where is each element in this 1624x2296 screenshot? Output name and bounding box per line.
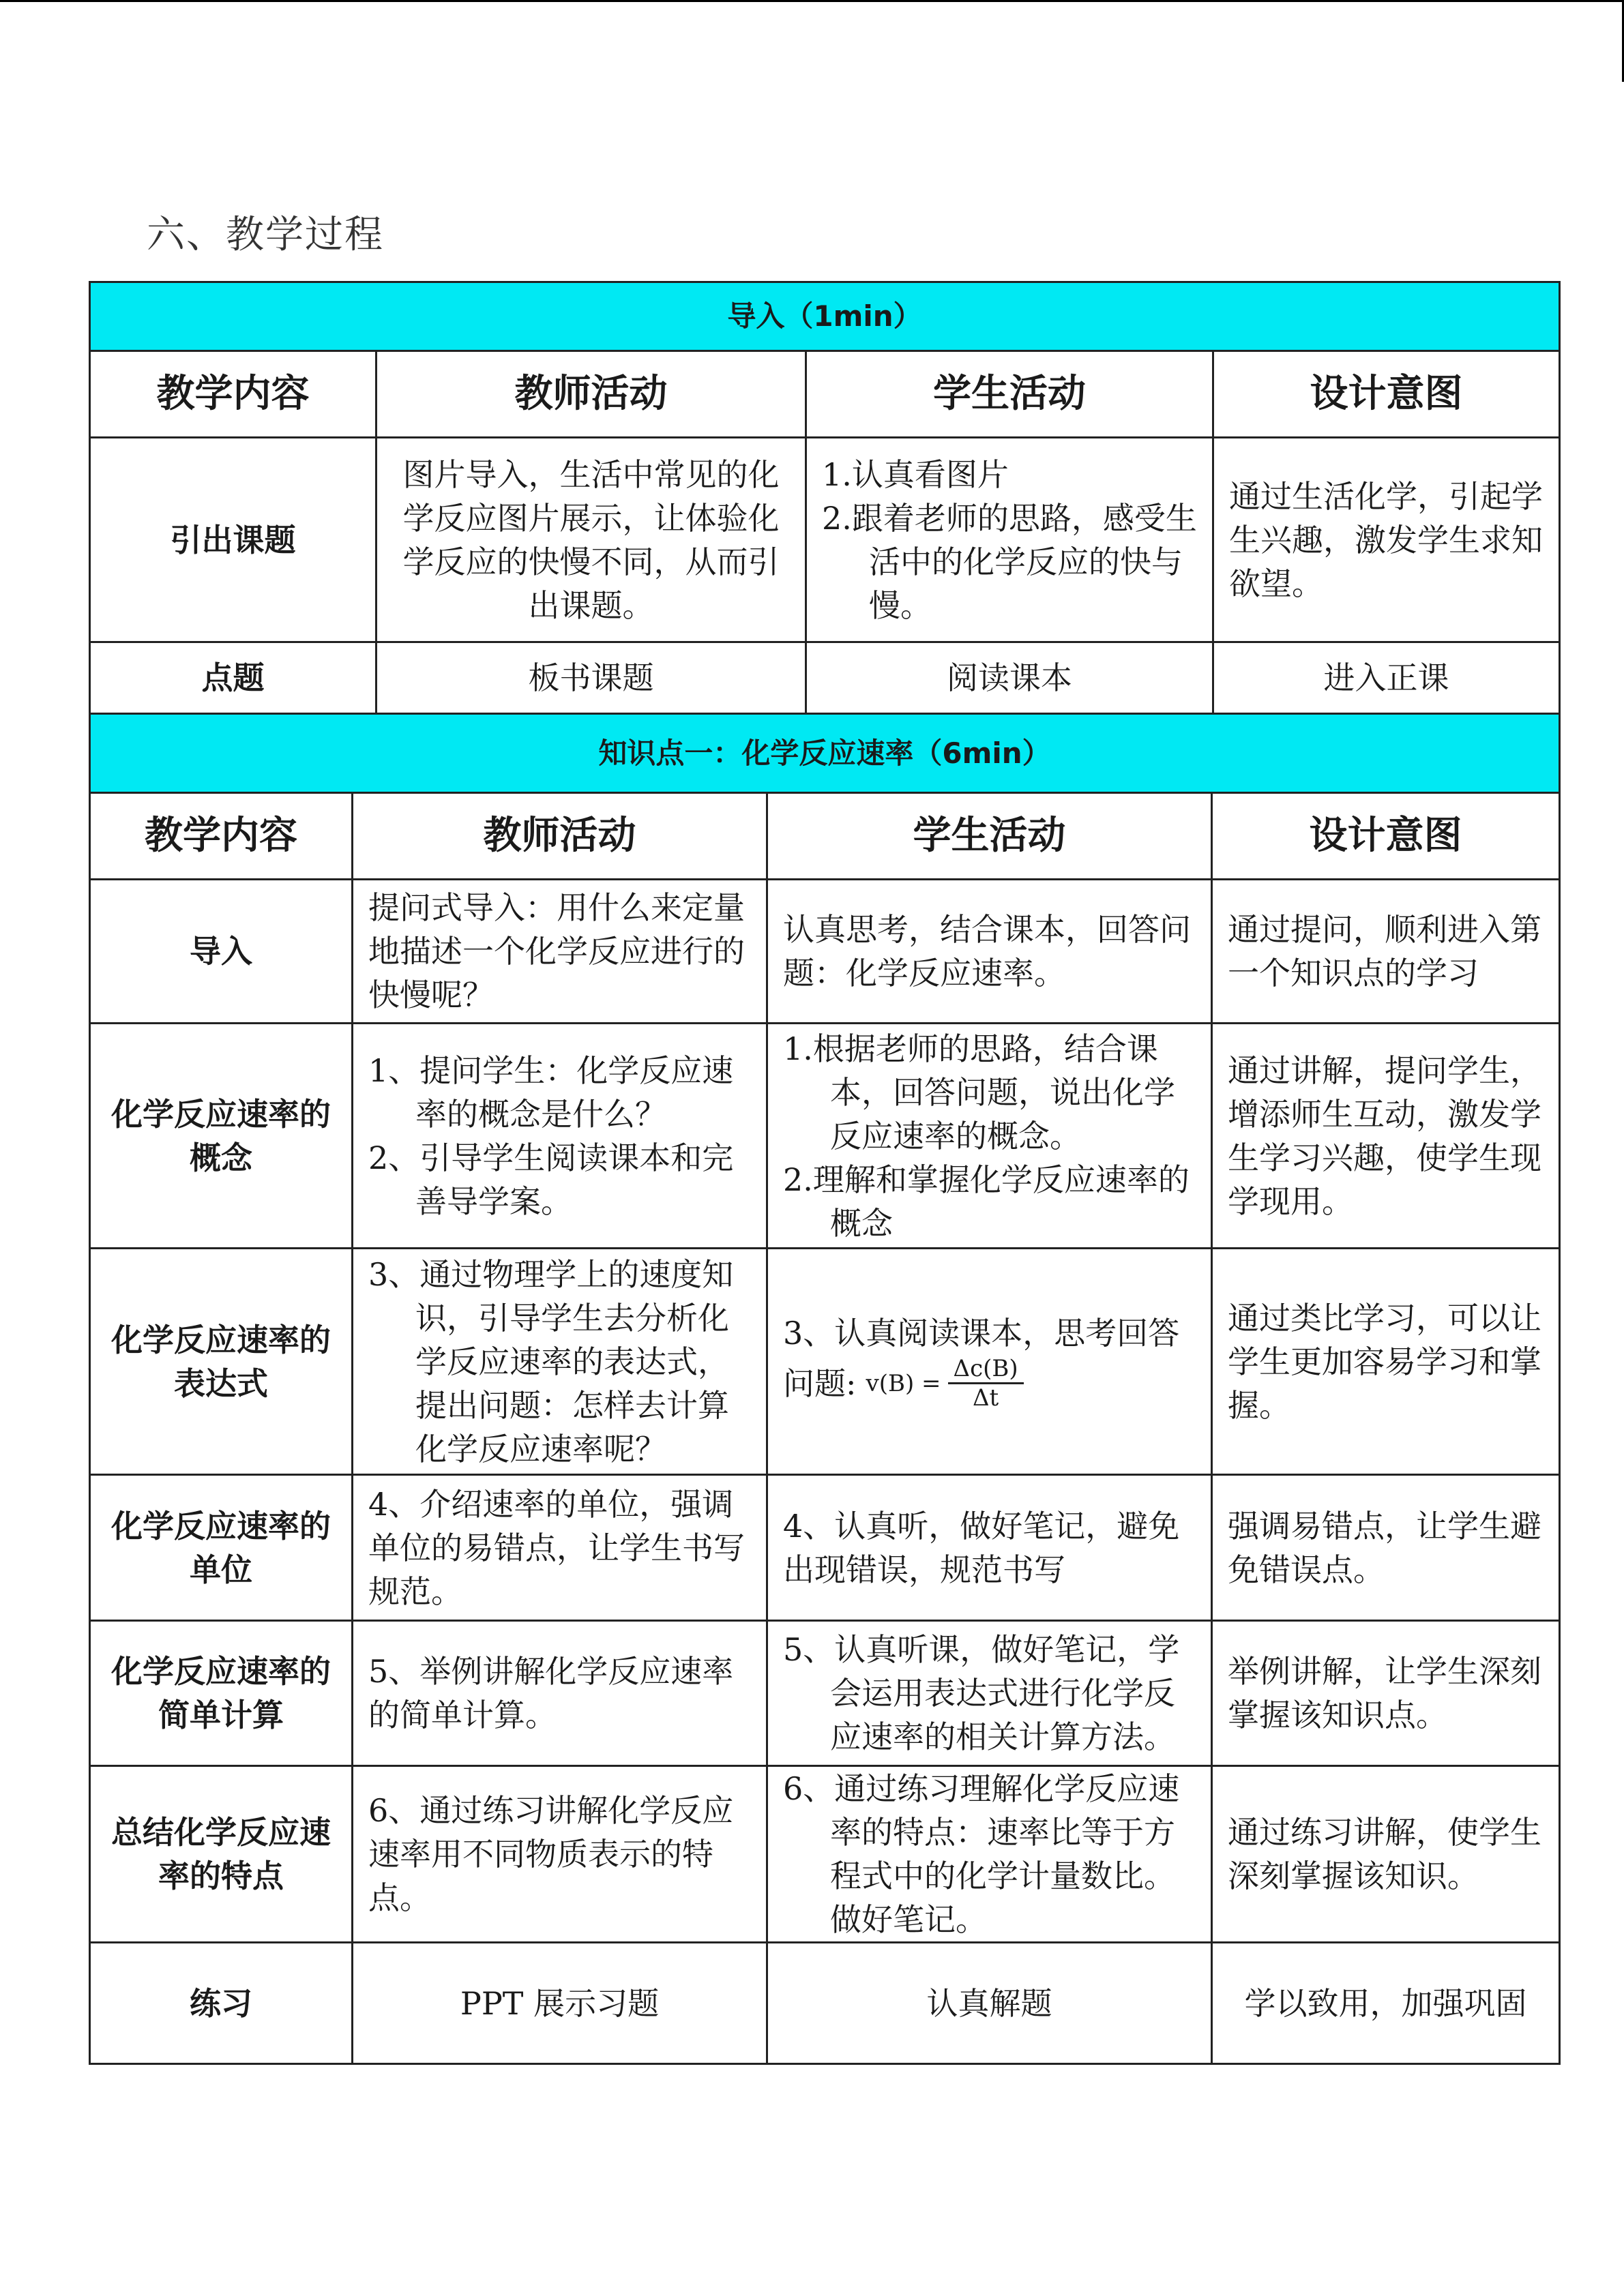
teacher-item: 2、引导学生阅读课本和完善导学案。 <box>368 1139 734 1220</box>
row-topic: 化学反应速率的单位 <box>90 1475 353 1621</box>
table-row <box>90 438 1560 642</box>
teacher-item: 3、通过物理学上的速度知识，引导学生去分析化学反应速率的表达式，提出问题：怎样去计算化学反应速率呢？ <box>368 1255 734 1467</box>
row-teacher: 图片导入，生活中常见的化学反应图片展示，让体验化学反应的快慢不同，从而引出课题。 <box>377 438 806 642</box>
header-teacher: 教师活动 <box>353 793 767 880</box>
row-student: 阅读课本 <box>806 642 1213 714</box>
row-intent: 强调易错点，让学生避免错误点。 <box>1212 1475 1560 1621</box>
student-item: 5、认真听课，做好笔记，学会运用表达式进行化学反应速率的相关计算方法。 <box>783 1631 1180 1755</box>
header-intent: 设计意图 <box>1212 793 1560 880</box>
rate-formula <box>866 1355 1024 1412</box>
header-student: 学生活动 <box>806 351 1213 438</box>
intro-banner: 导入（1min） <box>90 282 1560 351</box>
row-student <box>767 1024 1212 1249</box>
row-student: 认真解题 <box>767 1943 1212 2064</box>
row-topic: 化学反应速率的表达式 <box>90 1249 353 1475</box>
row-student <box>767 1766 1212 1943</box>
row-student: 4、认真听，做好笔记，避免出现错误，规范书写 <box>767 1475 1212 1621</box>
student-item: 2.理解和掌握化学反应速率的概念 <box>783 1161 1190 1242</box>
row-topic: 化学反应速率的简单计算 <box>90 1621 353 1766</box>
knowledge-banner: 知识点一：化学反应速率（6min） <box>90 714 1560 793</box>
knowledge-banner-row <box>90 714 1560 793</box>
row-teacher <box>353 1024 767 1249</box>
knowledge-table <box>89 713 1561 2065</box>
row-teacher: 提问式导入：用什么来定量地描述一个化学反应进行的快慢呢？ <box>353 880 767 1024</box>
student-item: 2.跟着老师的思路，感受生活中的化学反应的快与慢。 <box>822 499 1197 624</box>
row-topic: 化学反应速率的概念 <box>90 1024 353 1249</box>
table-row <box>90 1621 1560 1766</box>
row-teacher: 5、举例讲解化学反应速率的简单计算。 <box>353 1621 767 1766</box>
row-topic: 导入 <box>90 880 353 1024</box>
table-row <box>90 1249 1560 1475</box>
student-item: 1.根据老师的思路，结合课本，回答问题，说出化学反应速率的概念。 <box>783 1030 1175 1154</box>
row-intent: 进入正课 <box>1213 642 1560 714</box>
row-teacher: 板书课题 <box>377 642 806 714</box>
row-intent: 举例讲解，让学生深刻掌握该知识点。 <box>1212 1621 1560 1766</box>
row-student <box>806 438 1213 642</box>
knowledge-header-row <box>90 793 1560 880</box>
section-heading: 六、教学过程 <box>147 213 384 257</box>
row-intent: 通过讲解，提问学生，增添师生互动，激发学生学习兴趣，使学生现学现用。 <box>1212 1024 1560 1249</box>
table-row <box>90 1766 1560 1943</box>
row-teacher: 6、通过练习讲解化学反应速率用不同物质表示的特点。 <box>353 1766 767 1943</box>
header-content: 教学内容 <box>90 793 353 880</box>
row-intent: 通过类比学习，可以让学生更加容易学习和掌握。 <box>1212 1249 1560 1475</box>
intro-header-row <box>90 351 1560 438</box>
row-teacher: PPT 展示习题 <box>353 1943 767 2064</box>
formula-lhs: v(B) = <box>866 1369 941 1397</box>
row-topic: 总结化学反应速率的特点 <box>90 1766 353 1943</box>
row-intent: 通过提问，顺利进入第一个知识点的学习 <box>1212 880 1560 1024</box>
row-teacher <box>353 1249 767 1475</box>
formula-numerator: Δc(B) <box>948 1355 1024 1384</box>
row-teacher: 4、介绍速率的单位，强调单位的易错点，让学生书写规范。 <box>353 1475 767 1621</box>
student-item: 6、通过练习理解化学反应速率的特点：速率比等于方程式中的化学计量数比。做好笔记。 <box>783 1770 1180 1938</box>
intro-table <box>89 281 1561 715</box>
row-student <box>767 1249 1212 1475</box>
row-topic: 点题 <box>90 642 377 714</box>
table-row <box>90 642 1560 714</box>
row-intent: 通过生活化学，引起学生兴趣，激发学生求知欲望。 <box>1213 438 1560 642</box>
formula-denominator: Δt <box>972 1384 999 1412</box>
page-top-border <box>0 0 1624 2</box>
student-item: 1.认真看图片 <box>822 456 1009 493</box>
intro-banner-row <box>90 282 1560 351</box>
row-student <box>767 1621 1212 1766</box>
teacher-item: 1、提问学生：化学反应速率的概念是什么？ <box>368 1052 734 1133</box>
header-teacher: 教师活动 <box>377 351 806 438</box>
row-student: 认真思考，结合课本，回答问题：化学反应速率。 <box>767 880 1212 1024</box>
formula-prefix: 问题: <box>783 1365 857 1402</box>
row-intent: 学以致用，加强巩固 <box>1212 1943 1560 2064</box>
formula-fraction <box>948 1355 1024 1412</box>
header-intent: 设计意图 <box>1213 351 1560 438</box>
formula-line <box>783 1355 1196 1412</box>
header-student: 学生活动 <box>767 793 1212 880</box>
row-topic: 练习 <box>90 1943 353 2064</box>
row-topic: 引出课题 <box>90 438 377 642</box>
table-row <box>90 1943 1560 2064</box>
header-content: 教学内容 <box>90 351 377 438</box>
table-row <box>90 1024 1560 1249</box>
table-row <box>90 880 1560 1024</box>
row-intent: 通过练习讲解，使学生深刻掌握该知识。 <box>1212 1766 1560 1943</box>
student-item: 3、认真阅读课本，思考回答 <box>783 1315 1180 1352</box>
table-row <box>90 1475 1560 1621</box>
